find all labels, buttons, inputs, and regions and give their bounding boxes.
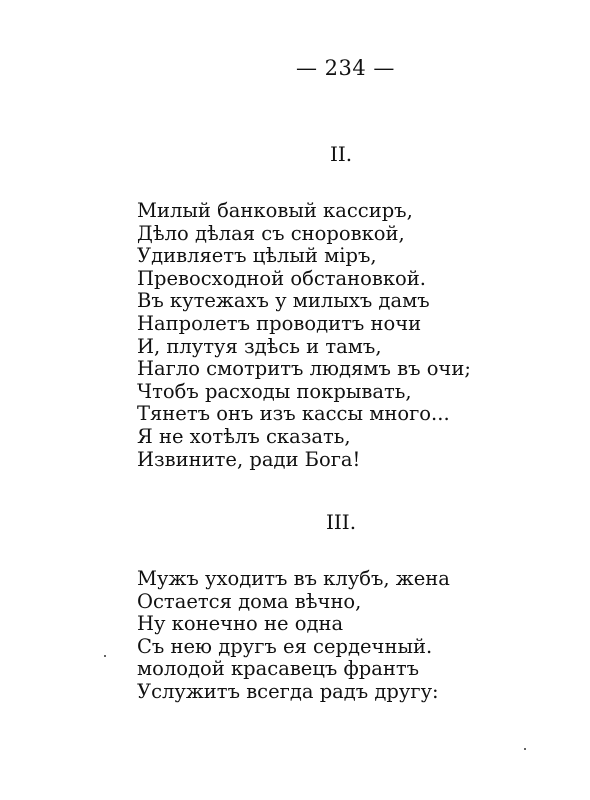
poem-line: молодой красавецъ франтъ: [137, 657, 420, 681]
section-heading-3: III.: [326, 510, 357, 534]
poem-line: Милый банковый кассиръ,: [137, 199, 413, 222]
poem-line: Ну конечно не одна: [137, 612, 344, 636]
poem-stanza-3: [137, 568, 450, 704]
poem-stanza-2: [137, 200, 471, 471]
poem-line: Остается дома вѣчно,: [137, 589, 362, 613]
page-number: — 234 —: [296, 56, 395, 80]
section-heading-2: II.: [330, 142, 353, 166]
paper-speck: [524, 748, 526, 750]
paper-speck: [104, 655, 106, 657]
poem-line: Я не хотѣлъ сказать,: [137, 424, 351, 448]
poem-line: Нагло смотритъ людямъ въ очи;: [137, 357, 471, 381]
poem-line: Превосходной обстановкой.: [137, 266, 426, 290]
poem-line: Чтобъ расходы покрывать,: [137, 379, 412, 403]
poem-line: И, плутуя здѣсь и тамъ,: [137, 334, 382, 358]
poem-line: Въ кутежахъ у милыхъ дамъ: [137, 289, 430, 313]
poem-line: Услужитъ всегда радъ другу:: [137, 679, 439, 703]
poem-line: Напролетъ проводитъ ночи: [137, 311, 422, 335]
poem-line: Тянетъ онъ изъ кассы много...: [137, 402, 450, 426]
poem-line: Съ нею другъ ея сердечный.: [137, 634, 433, 658]
poem-line: Мужъ уходитъ въ клубъ, жена: [137, 567, 450, 590]
poem-line: Извините, ради Бога!: [137, 447, 361, 471]
poem-line: Дѣло дѣлая съ сноровкой,: [137, 221, 405, 245]
poem-line: Удивляетъ цѣлый міръ,: [137, 244, 377, 268]
